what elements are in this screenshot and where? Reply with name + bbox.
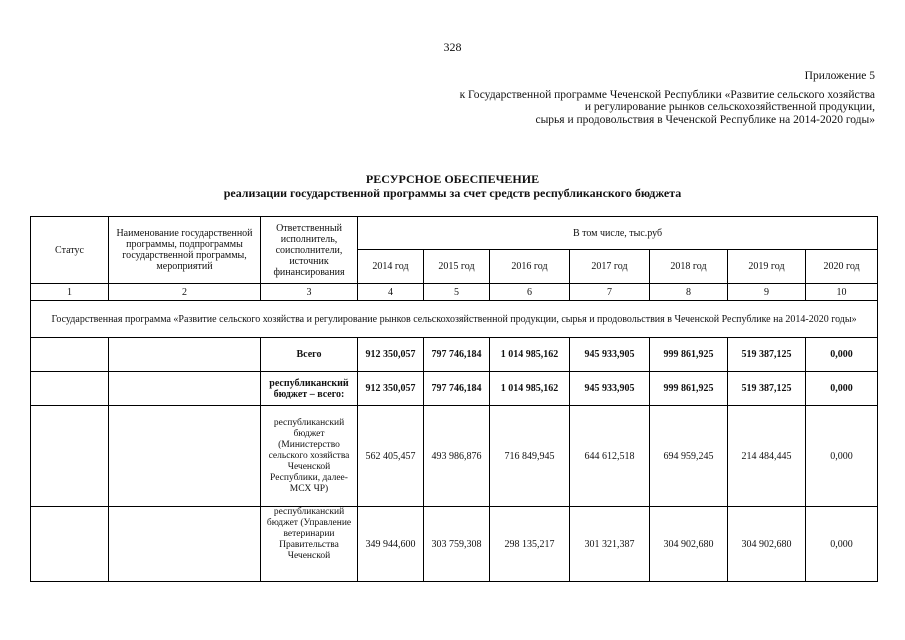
value-cell: 0,000 xyxy=(806,507,878,582)
appendix-title: Приложение 5 xyxy=(804,70,875,82)
resource-table xyxy=(30,216,878,582)
value-cell: 519 387,125 xyxy=(728,372,806,406)
value-cell: 644 612,518 xyxy=(570,406,650,507)
header-status: Статус xyxy=(31,217,109,284)
status-cell xyxy=(31,338,109,372)
index-cell: 3 xyxy=(261,284,358,301)
name-cell xyxy=(109,338,261,372)
document-title xyxy=(0,172,905,200)
value-cell: 945 933,905 xyxy=(570,338,650,372)
value-cell: 0,000 xyxy=(806,338,878,372)
page-number: 328 xyxy=(443,40,462,54)
value-cell: 797 746,184 xyxy=(424,372,490,406)
appendix-line: и регулирование рынков сельскохозяйственной продукции, xyxy=(584,101,875,113)
header-including: В том числе, тыс.руб xyxy=(358,217,878,250)
name-cell xyxy=(109,406,261,507)
header-year: 2018 год xyxy=(650,250,728,284)
index-cell: 2 xyxy=(109,284,261,301)
responsible-cell: республиканский бюджет (Управление ветеринарии Правительства Чеченской xyxy=(261,507,358,582)
header-year: 2014 год xyxy=(358,250,424,284)
appendix-header xyxy=(460,70,875,126)
index-row xyxy=(31,284,878,301)
value-cell: 0,000 xyxy=(806,372,878,406)
value-cell: 912 350,057 xyxy=(358,372,424,406)
value-cell: 301 321,387 xyxy=(570,507,650,582)
header-name: Наименование государственной программы, подпрограммы государственной программы, мероприятий xyxy=(109,217,261,284)
responsible-cell: Всего xyxy=(261,338,358,372)
appendix-line: к Государственной программе Чеченской Республики «Развитие сельского хозяйства xyxy=(459,88,875,101)
index-cell: 7 xyxy=(570,284,650,301)
status-cell xyxy=(31,507,109,582)
index-cell: 10 xyxy=(806,284,878,301)
index-cell: 5 xyxy=(424,284,490,301)
status-cell xyxy=(31,406,109,507)
responsible-cell: республиканский бюджет – всего: xyxy=(261,372,358,406)
header-year: 2020 год xyxy=(806,250,878,284)
value-cell: 999 861,925 xyxy=(650,338,728,372)
value-cell: 912 350,057 xyxy=(358,338,424,372)
value-cell: 1 014 985,162 xyxy=(490,372,570,406)
table-row xyxy=(31,372,878,406)
title-line-2: реализации государственной программы за счет средств республиканского бюджета xyxy=(223,186,682,200)
value-cell: 1 014 985,162 xyxy=(490,338,570,372)
value-cell: 694 959,245 xyxy=(650,406,728,507)
value-cell: 716 849,945 xyxy=(490,406,570,507)
index-cell: 8 xyxy=(650,284,728,301)
value-cell: 214 484,445 xyxy=(728,406,806,507)
program-title: Государственная программа «Развитие сельского хозяйства и регулирование рынков сельскохозяйственной продукции, сырья и продовольствия в Чеченской Республике на 2014-2020 годы» xyxy=(31,301,878,338)
program-row xyxy=(31,301,878,338)
index-cell: 6 xyxy=(490,284,570,301)
value-cell: 349 944,600 xyxy=(358,507,424,582)
value-cell: 303 759,308 xyxy=(424,507,490,582)
table-row xyxy=(31,406,878,507)
value-cell: 519 387,125 xyxy=(728,338,806,372)
name-cell xyxy=(109,507,261,582)
header-year: 2015 год xyxy=(424,250,490,284)
value-cell: 797 746,184 xyxy=(424,338,490,372)
responsible-cell: республиканский бюджет (Министерство сельского хозяйства Чеченской Республики, далее-МСХ ЧР) xyxy=(261,406,358,507)
index-cell: 4 xyxy=(358,284,424,301)
appendix-line: сырья и продовольствия в Чеченской Республике на 2014-2020 годы» xyxy=(535,113,875,126)
status-cell xyxy=(31,372,109,406)
value-cell: 304 902,680 xyxy=(650,507,728,582)
value-cell: 999 861,925 xyxy=(650,372,728,406)
header-year: 2016 год xyxy=(490,250,570,284)
header-responsible: Ответственный исполнитель, соисполнители, источник финансирования xyxy=(261,217,358,284)
value-cell: 562 405,457 xyxy=(358,406,424,507)
value-cell: 945 933,905 xyxy=(570,372,650,406)
header-year: 2017 год xyxy=(570,250,650,284)
table-row xyxy=(31,507,878,582)
value-cell: 298 135,217 xyxy=(490,507,570,582)
table-row xyxy=(31,338,878,372)
index-cell: 9 xyxy=(728,284,806,301)
header-year: 2019 год xyxy=(728,250,806,284)
value-cell: 0,000 xyxy=(806,406,878,507)
value-cell: 304 902,680 xyxy=(728,507,806,582)
title-line-1: РЕСУРСНОЕ ОБЕСПЕЧЕНИЕ xyxy=(365,172,540,186)
index-cell: 1 xyxy=(31,284,109,301)
name-cell xyxy=(109,372,261,406)
value-cell: 493 986,876 xyxy=(424,406,490,507)
